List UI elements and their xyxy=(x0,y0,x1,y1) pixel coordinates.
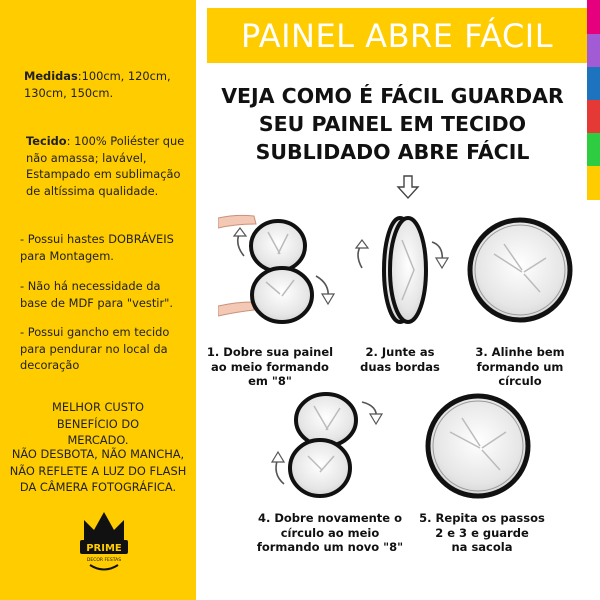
stripe-yellow xyxy=(587,166,600,200)
stripe-green xyxy=(587,133,600,166)
hand-icon xyxy=(218,215,256,228)
headline xyxy=(200,82,585,166)
logo-subtext: DECOR FESTAS xyxy=(86,558,122,563)
fabric-label: Tecido xyxy=(26,134,67,148)
fabric-value: : 100% Poliéster que não amassa; lavável, Estampado em sublimação de altíssima qualidade. xyxy=(26,134,185,198)
step-2-line-1: 2. Junte as xyxy=(365,345,435,359)
step-4-line-3: formando um novo "8" xyxy=(256,540,404,554)
step-5-circle xyxy=(422,390,534,502)
measures-text xyxy=(0,68,196,101)
stripe-purple xyxy=(587,34,600,67)
color-stripes xyxy=(587,0,600,200)
step-4-figure-eight xyxy=(262,386,392,504)
stripe-red xyxy=(587,100,600,133)
down-arrow-icon xyxy=(396,174,420,200)
step-3-caption xyxy=(454,345,586,389)
step-3-line-1: 3. Alinhe bem xyxy=(475,345,565,359)
headline-line-1: VEJA COMO É FÁCIL GUARDAR xyxy=(221,84,564,108)
step-5-line-1: 5. Repita os passos xyxy=(419,511,545,525)
step-4-line-1: 4. Dobre novamente o xyxy=(257,511,403,525)
step-4-line-2: círculo ao meio xyxy=(280,525,380,540)
measures-label: Medidas xyxy=(24,69,78,83)
headline-line-2: SEU PAINEL EM TECIDO xyxy=(258,112,527,136)
step-1-caption xyxy=(200,345,340,389)
measures-value: :100cm, 120cm, 130cm, 150cm. xyxy=(24,69,171,100)
step-2-line-2: duas bordas xyxy=(360,359,440,374)
step-5-caption xyxy=(412,511,552,555)
step-5-line-2: 2 e 3 e guarde xyxy=(435,525,529,540)
step-1-line-2: ao meio formando em "8" xyxy=(211,359,329,388)
fabric-text xyxy=(0,133,196,199)
stripe-blue xyxy=(587,67,600,100)
bullet-folding-rods: - Possui hastes DOBRÁVEIS para Montagem. xyxy=(20,232,174,263)
step-1-line-1: 1. Dobre sua painel xyxy=(206,345,334,359)
step-3-line-2: formando um círculo xyxy=(476,359,564,388)
step-4-caption xyxy=(255,511,405,555)
bullet-hook: - Possui gancho em tecido para pendurar no local da decoração xyxy=(20,325,170,372)
step-5-line-3: na sacola xyxy=(451,540,513,554)
logo-text: PRIME xyxy=(86,543,122,554)
bullet-no-mdf: - Não há necessidade da base de MDF para "vestir". xyxy=(20,279,173,310)
prime-logo xyxy=(78,508,130,576)
crown-icon xyxy=(84,512,124,540)
step-1-figure-eight xyxy=(218,210,350,330)
step-2-edges-together xyxy=(350,210,460,330)
page-title: PAINEL ABRE FÁCIL xyxy=(207,8,587,63)
hand-icon xyxy=(218,302,254,316)
best-value-text: MELHOR CUSTO BENEFÍCIO DO MERCADO. xyxy=(52,400,144,447)
step-3-circle xyxy=(464,214,576,326)
step-2-caption xyxy=(350,345,450,374)
stripe-magenta xyxy=(587,0,600,34)
no-fade-text: NÃO DESBOTA, NÃO MANCHA, NÃO REFLETE A LUZ DO FLASH DA CÂMERA FOTOGRÁFICA. xyxy=(9,447,187,494)
headline-line-3: SUBLIDADO ABRE FÁCIL xyxy=(255,140,530,164)
